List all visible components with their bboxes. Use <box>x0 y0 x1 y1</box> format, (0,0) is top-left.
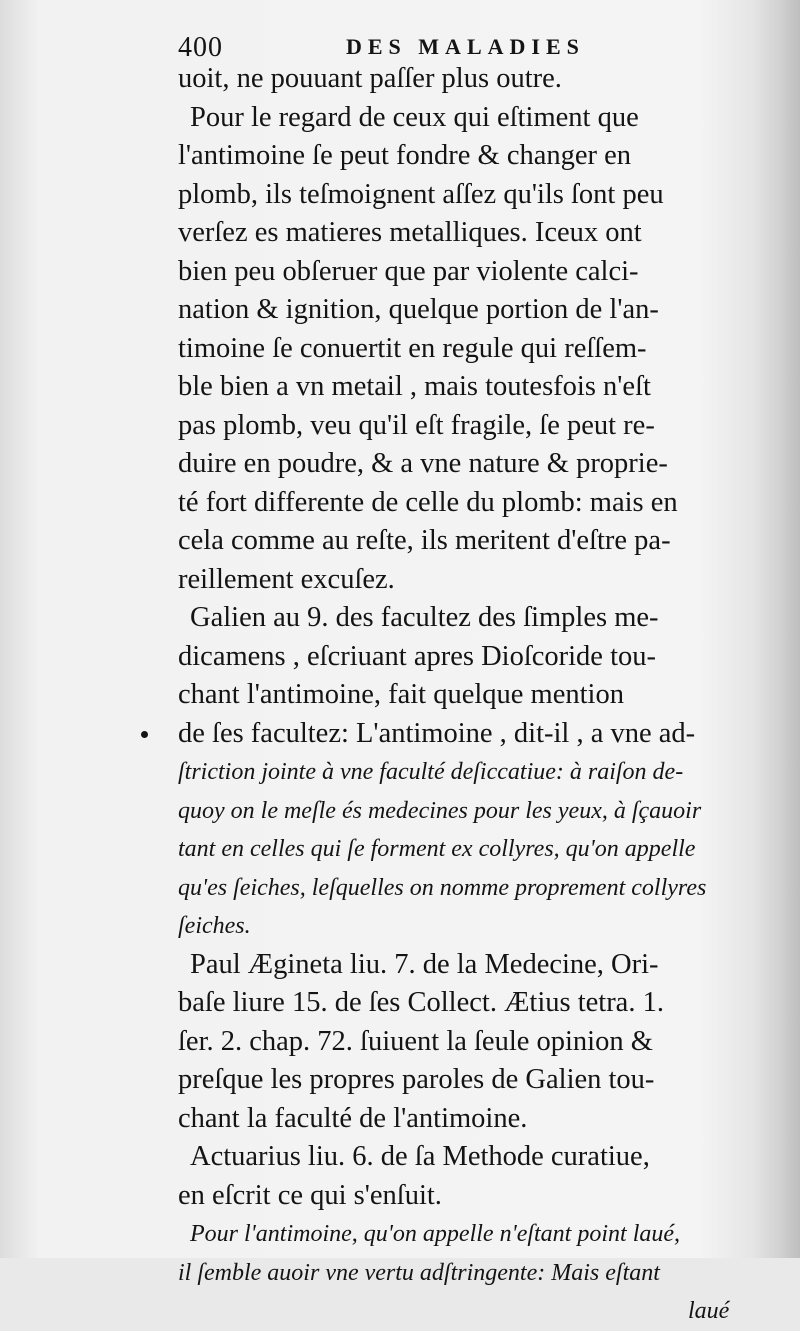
text-line: en eſcrit ce qui s'enſuit. <box>178 1179 442 1211</box>
text-line: bien peu obſeruer que par violente calci- <box>178 255 639 287</box>
text-line: nation & ignition, quelque portion de l'an- <box>178 294 659 325</box>
text-line: ſeiches. <box>178 913 251 939</box>
text-line: reillement excuſez. <box>178 563 395 595</box>
text-line: tant en celles qui ſe forment ex collyres, qu'on appelle <box>178 836 696 862</box>
page-number: 400 <box>178 32 223 63</box>
text-line: il ſemble auoir vne vertu adſtringente: Mais eſtant <box>178 1259 660 1286</box>
text-line: Galien au 9. des facultez des ſimples me- <box>190 602 659 633</box>
text-line: duire en poudre, & a vne nature & proprie- <box>178 448 668 479</box>
margin-mark <box>141 731 148 738</box>
text-line: timoine ſe conuertit en regule qui reſſem- <box>178 332 647 364</box>
text-line: ble bien a vn metail , mais toutesfois n'eſt <box>178 371 651 402</box>
text-line: l'antimoine ſe peut fondre & changer en <box>178 140 632 171</box>
text-line: dicamens , eſcriuant apres Dioſcoride tou- <box>178 640 656 672</box>
text-line: preſque les propres paroles de Galien tou- <box>178 1064 655 1095</box>
text-line: Pour l'antimoine, qu'on appelle n'eſtant point laué, <box>190 1221 681 1247</box>
text-line: de ſes facultez: L'antimoine , dit-il , a vne ad- <box>178 717 696 749</box>
body-text <box>178 60 768 1331</box>
text-line: Actuarius liu. 6. de ſa Methode curatiue, <box>190 1141 650 1172</box>
text-line: baſe liure 15. de ſes Collect. Ætius tetra. 1. <box>178 987 664 1018</box>
text-line: verſez es matieres metalliques. Iceux ont <box>178 217 642 248</box>
text-line: pas plomb, veu qu'il eſt fragile, ſe peut re- <box>178 409 655 441</box>
text-line: ſer. 2. chap. 72. ſuiuent la ſeule opinion & <box>178 1025 653 1057</box>
text-line: cela comme au reſte, ils meritent d'eſtre pa- <box>178 525 671 556</box>
text-line: uoit, ne pouuant paſſer plus outre. <box>178 63 562 94</box>
text-line: Paul Ægineta liu. 7. de la Medecine, Ori- <box>190 948 659 980</box>
text-line: té fort differente de celle du plomb: mais en <box>178 486 678 518</box>
text-line: quoy on le meſle és medecines pour les yeux, à ſçauoir <box>178 797 702 824</box>
text-line: Pour le regard de ceux qui eſtiment que <box>190 101 639 133</box>
text-line: chant la faculté de l'antimoine. <box>178 1102 528 1134</box>
text-line: plomb, ils teſmoignent aſſez qu'ils ſont peu <box>178 178 664 210</box>
running-head: DES MALADIES <box>346 34 585 59</box>
text-line: chant l'antimoine, fait quelque mention <box>178 679 624 710</box>
text-line: ſtriction jointe à vne faculté deſiccatiue: à raiſon de- <box>178 759 684 785</box>
text-line: laué <box>688 1298 730 1324</box>
page-header <box>178 28 758 64</box>
text-line: qu'es ſeiches, leſquelles on nomme proprement collyres <box>178 874 707 901</box>
